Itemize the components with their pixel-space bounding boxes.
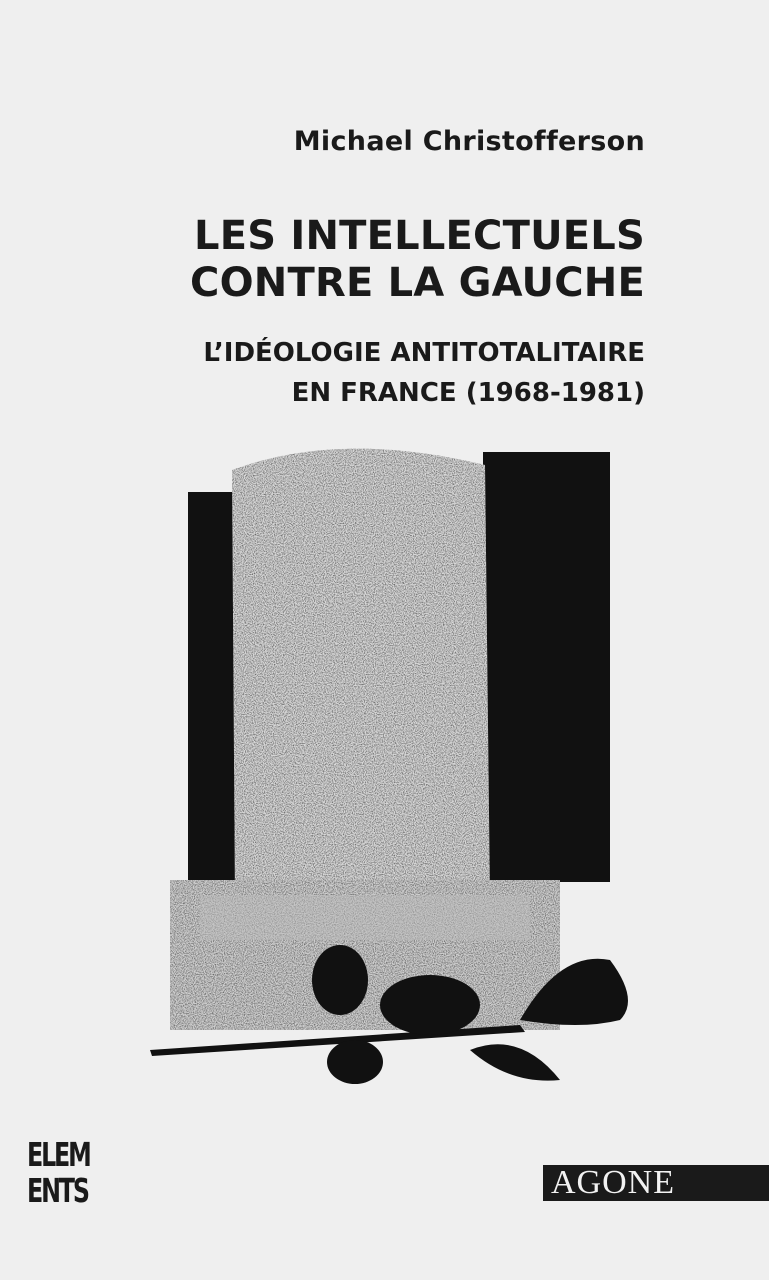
logo-line-1: ELEM	[27, 1135, 90, 1174]
logo-line-2: ENTS	[27, 1171, 88, 1210]
title-line-2: CONTRE LA GAUCHE	[190, 260, 645, 306]
subtitle-line-2: EN FRANCE (1968-1981)	[291, 378, 645, 408]
author-name: Michael Christofferson	[293, 126, 645, 157]
shadow-right	[483, 452, 610, 882]
gravestone-illustration	[140, 430, 660, 1100]
elements-collection-logo	[27, 1135, 90, 1210]
publisher-name: AGONE	[551, 1164, 675, 1201]
subtitle-line-1: L’IDÉOLOGIE ANTITOTALITAIRE	[203, 338, 645, 368]
agone-publisher-logo	[543, 1165, 769, 1201]
title-line-1: LES INTELLECTUELS	[194, 213, 645, 259]
